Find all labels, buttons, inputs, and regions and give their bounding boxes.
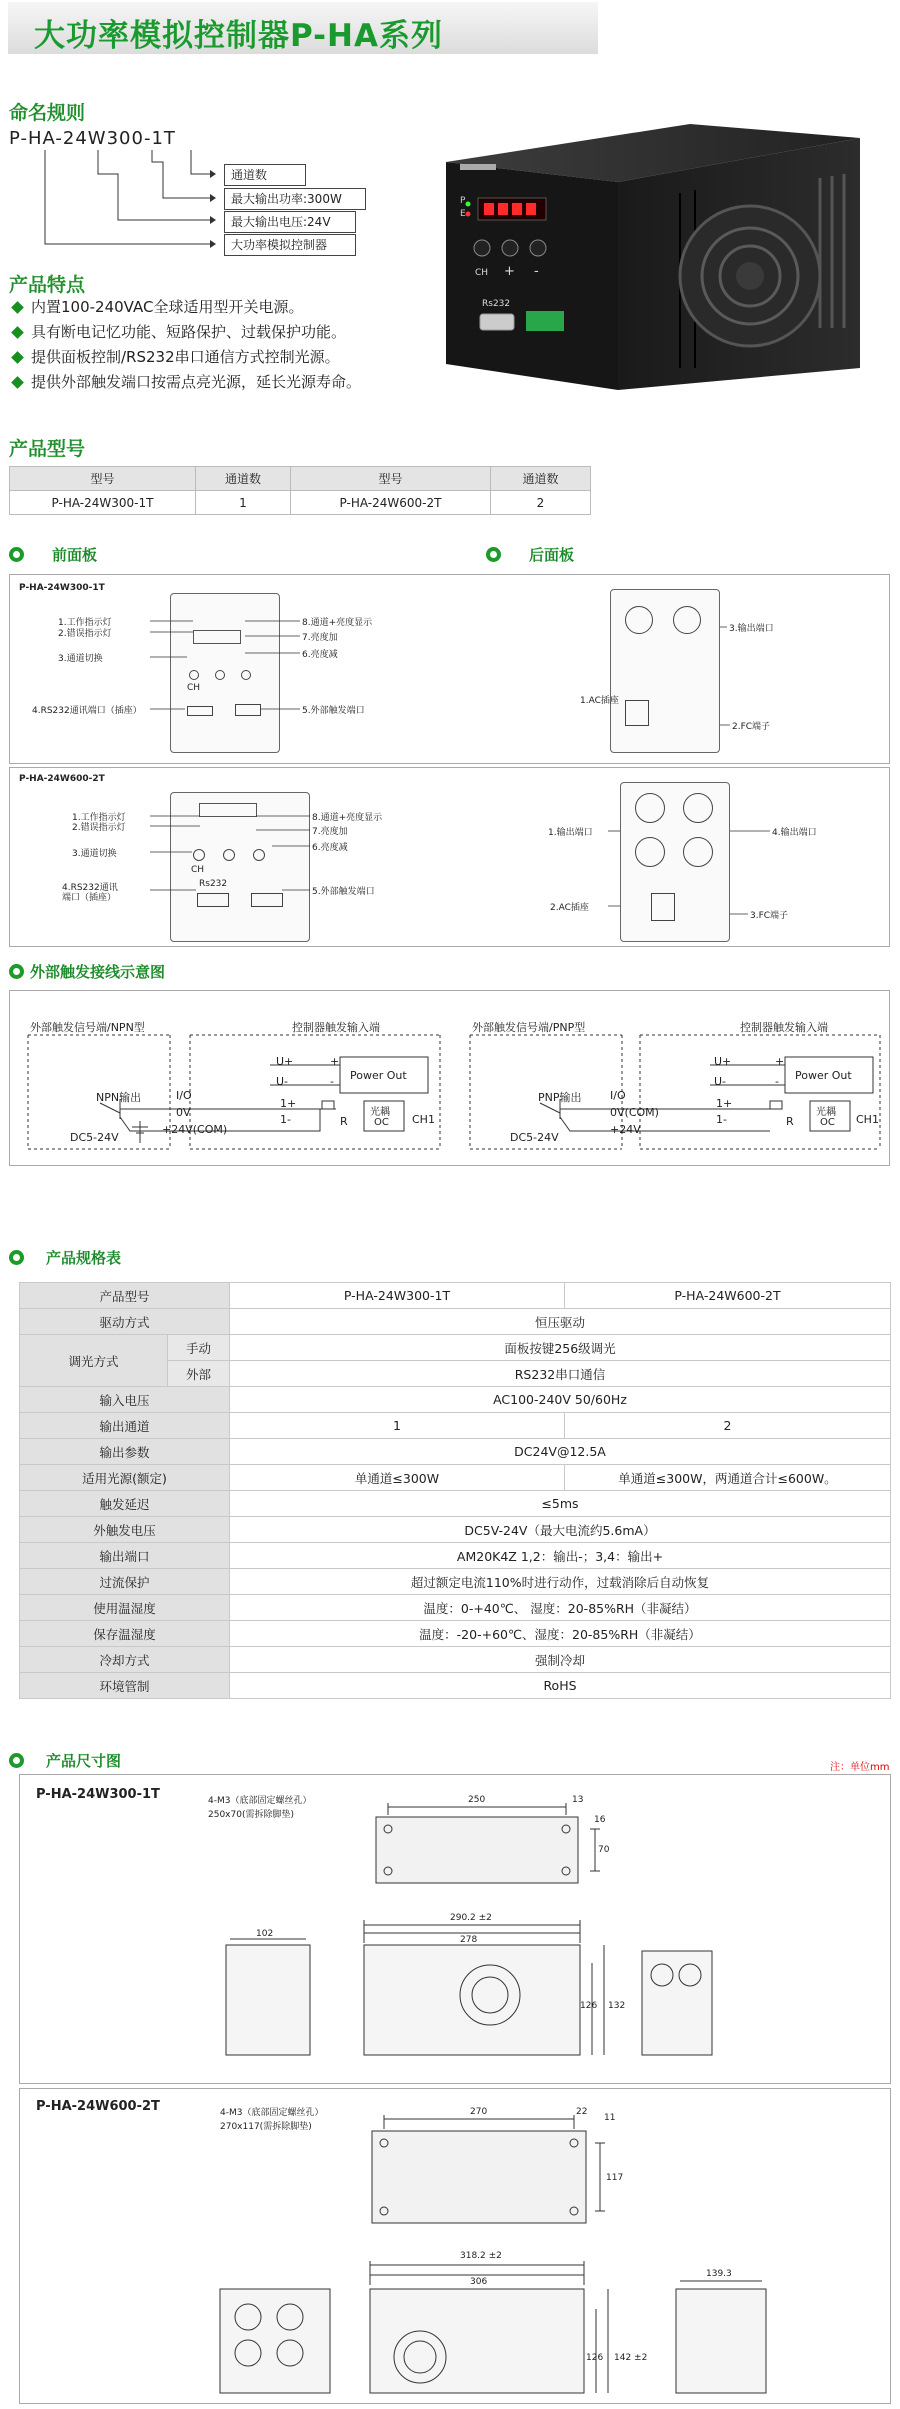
spec-value: DC5V-24V（最大电流约5.6mA） xyxy=(230,1517,891,1543)
oc-label: OC xyxy=(820,1117,835,1128)
spec-value: 2 xyxy=(565,1413,891,1439)
spec-label: 输出参数 xyxy=(20,1439,230,1465)
dim-value: 16 xyxy=(594,1815,606,1825)
feature-item: 内置100-240VAC全球适用型开关电源。 xyxy=(9,295,449,320)
ac-socket xyxy=(651,893,675,921)
uplus-label: U+ xyxy=(276,1055,294,1068)
r-label: R xyxy=(786,1115,794,1128)
photo-led-p: P xyxy=(460,196,466,206)
section-bullet-icon xyxy=(9,547,24,562)
dim-value: 306 xyxy=(470,2277,488,2287)
uplus-label: U+ xyxy=(714,1055,732,1068)
one-minus-label: 1- xyxy=(280,1113,291,1126)
uminus-label: U- xyxy=(714,1075,727,1088)
dims-box-m2 xyxy=(19,2088,891,2404)
npn-title: 外部触发信号端/NPN型 xyxy=(30,1021,145,1034)
spec-label: 驱动方式 xyxy=(20,1309,230,1335)
rs232-label: Rs232 xyxy=(199,879,228,889)
spec-value: DC24V@12.5A xyxy=(230,1439,891,1465)
callout-label: 1.输出端口 xyxy=(548,828,593,838)
photo-rs232-label: Rs232 xyxy=(482,299,511,309)
dim-value: 117 xyxy=(606,2173,624,2183)
output-connector xyxy=(673,606,701,634)
photo-minus-label: - xyxy=(534,264,539,279)
spec-sublabel: 外部 xyxy=(168,1361,230,1387)
dim-value: 126 xyxy=(586,2353,604,2363)
callout-label: 3.通道切换 xyxy=(58,654,103,664)
callout-label: 7.亮度加 xyxy=(312,827,348,837)
feature-item: 具有断电记忆功能、短路保护、过载保护功能。 xyxy=(9,320,449,345)
spec-value: AM20K4Z 1,2：输出-；3,4：输出+ xyxy=(230,1543,891,1569)
dim-value: 142 ±2 xyxy=(614,2353,648,2363)
callout-label: 4.RS232通讯 xyxy=(62,883,118,893)
spec-label: 输入电压 xyxy=(20,1387,230,1413)
spec-label: 环境管制 xyxy=(20,1673,230,1699)
output-connector xyxy=(635,837,665,867)
dims-model-label: P-HA-24W600-2T xyxy=(36,2099,160,2114)
dim-value: 132 xyxy=(608,2001,626,2011)
callout-label: 端口（插座） xyxy=(62,893,117,903)
output-connector xyxy=(683,837,713,867)
oc-label: OC xyxy=(374,1117,389,1128)
spec-value: ≤5ms xyxy=(230,1491,891,1517)
dc-label: DC5-24V xyxy=(70,1131,119,1144)
spec-value: RS232串口通信 xyxy=(230,1361,891,1387)
dim-value: 70 xyxy=(598,1845,610,1855)
spec-label: 输出通道 xyxy=(20,1413,230,1439)
dc-label: DC5-24V xyxy=(510,1131,559,1144)
one-plus-label: 1+ xyxy=(280,1097,297,1110)
dim-value: 102 xyxy=(256,1929,274,1939)
model-header: 通道数 xyxy=(196,467,291,491)
spec-label: 产品型号 xyxy=(20,1283,230,1309)
photo-ch-label: CH xyxy=(475,268,489,278)
models-table xyxy=(9,466,591,515)
naming-label-voltage: 最大输出电压:24V xyxy=(224,211,356,233)
holes-note: 250x70(需拆除脚垫) xyxy=(208,1810,294,1820)
model-cell: P-HA-24W300-1T xyxy=(10,491,196,515)
spec-label: 调光方式 xyxy=(20,1335,168,1387)
output-connector xyxy=(625,606,653,634)
output-connector xyxy=(635,793,665,823)
ac-socket xyxy=(625,700,649,726)
spec-value: 恒压驱动 xyxy=(230,1309,891,1335)
one-minus-label: 1- xyxy=(716,1113,727,1126)
spec-value: 超过额定电流110%时进行动作，过载消除后自动恢复 xyxy=(230,1569,891,1595)
callout-label: 3.通道切换 xyxy=(72,849,117,859)
callout-label: 7.亮度加 xyxy=(302,633,338,643)
spec-value: 温度：-20-+60℃、湿度：20-85%RH（非凝结） xyxy=(230,1621,891,1647)
photo-led-e: E xyxy=(460,209,466,219)
features-heading: 产品特点 xyxy=(9,274,86,296)
v24com-label: +24V(COM) xyxy=(162,1123,228,1136)
v24-label: +24V xyxy=(610,1123,641,1136)
naming-heading: 命名规则 xyxy=(9,102,86,124)
one-plus-label: 1+ xyxy=(716,1097,733,1110)
dims-box-m1 xyxy=(19,1774,891,2084)
spec-value: 单通道≤300W xyxy=(230,1465,565,1491)
minus-label: - xyxy=(330,1075,334,1088)
callout-label: 1.AC插座 xyxy=(580,696,619,706)
dim-value: 250 xyxy=(468,1795,486,1805)
model-header: 通道数 xyxy=(491,467,591,491)
unit-note: 注：单位mm xyxy=(830,1762,890,1773)
dim-value: 126 xyxy=(580,2001,598,2011)
uminus-label: U- xyxy=(276,1075,289,1088)
spec-value: RoHS xyxy=(230,1673,891,1699)
ctrl-title-pnp: 控制器触发输入端 xyxy=(740,1021,828,1034)
ch-label: CH xyxy=(187,683,201,693)
ch1-label: CH1 xyxy=(412,1113,435,1126)
specs-heading: 产品规格表 xyxy=(9,1247,121,1268)
callout-label: 4.RS232通讯端口（插座） xyxy=(32,706,142,716)
opto-label: 光耦 xyxy=(370,1107,390,1118)
power-out-label: Power Out xyxy=(350,1069,407,1082)
dim-value: 11 xyxy=(604,2113,616,2123)
spec-value: 强制冷却 xyxy=(230,1647,891,1673)
dim-value: 290.2 ±2 xyxy=(450,1913,492,1923)
callout-label: 5.外部触发端口 xyxy=(302,706,365,716)
minus-label: - xyxy=(775,1075,779,1088)
output-connector xyxy=(683,793,713,823)
spec-value: P-HA-24W300-1T xyxy=(230,1283,565,1309)
callout-label: 2.错误指示灯 xyxy=(58,629,112,639)
rear-panel-device xyxy=(610,589,720,753)
callout-label: 2.AC插座 xyxy=(550,903,589,913)
spec-label: 输出端口 xyxy=(20,1543,230,1569)
dim-value: 22 xyxy=(576,2107,588,2117)
model-header: 型号 xyxy=(291,467,491,491)
section-bullet-icon xyxy=(9,1250,24,1265)
naming-label-power: 最大输出功率:300W xyxy=(224,188,366,210)
callout-label: 1.工作指示灯 xyxy=(72,813,126,823)
trigger-heading: 外部触发接线示意图 xyxy=(9,961,165,982)
callout-label: 5.外部触发端口 xyxy=(312,887,375,897)
callout-label: 6.亮度减 xyxy=(312,843,348,853)
spec-label: 过流保护 xyxy=(20,1569,230,1595)
spec-value: 温度：0-+40℃、 湿度：20-85%RH（非凝结） xyxy=(230,1595,891,1621)
product-photo xyxy=(440,118,870,400)
spec-label: 使用温湿度 xyxy=(20,1595,230,1621)
ctrl-title-npn: 控制器触发输入端 xyxy=(292,1021,380,1034)
plus-label: + xyxy=(330,1055,340,1068)
section-bullet-icon xyxy=(9,964,24,979)
holes-note: 270x117(需拆除脚垫) xyxy=(220,2122,312,2132)
photo-plus-label: + xyxy=(504,264,515,279)
dim-value: 139.3 xyxy=(706,2269,732,2279)
callout-label: 8.通道+亮度显示 xyxy=(302,618,373,628)
model-header: 型号 xyxy=(10,467,196,491)
dim-value: 318.2 ±2 xyxy=(460,2251,502,2261)
io-label: I/O xyxy=(176,1089,192,1102)
feature-item: 提供外部触发端口按需点亮光源，延长光源寿命。 xyxy=(9,370,449,395)
ch-label: CH xyxy=(191,865,205,875)
spec-label: 冷却方式 xyxy=(20,1647,230,1673)
trigger-diagram xyxy=(9,990,890,1166)
callout-label: 3.FC端子 xyxy=(750,911,789,921)
naming-code: P-HA-24W300-1T xyxy=(9,128,176,149)
section-bullet-icon xyxy=(9,1753,24,1768)
rear-panel-device xyxy=(620,782,730,942)
callout-label: 3.输出端口 xyxy=(729,624,774,634)
model-cell: 1 xyxy=(196,491,291,515)
spec-label: 保存温湿度 xyxy=(20,1621,230,1647)
features-list xyxy=(9,295,449,395)
callout-label: 6.亮度减 xyxy=(302,650,338,660)
spec-value: 面板按键256级调光 xyxy=(230,1335,891,1361)
section-bullet-icon xyxy=(486,547,501,562)
opto-label: 光耦 xyxy=(816,1107,836,1118)
models-heading: 产品型号 xyxy=(9,438,86,460)
ovcom-label: 0V(COM) xyxy=(610,1106,659,1119)
spec-value: 单通道≤300W，两通道合计≤600W。 xyxy=(565,1465,891,1491)
front-panel-heading: 前面板 xyxy=(9,544,97,565)
model-cell: 2 xyxy=(491,491,591,515)
page-title: 大功率模拟控制器P-HA系列 xyxy=(8,2,598,54)
panel-model-label: P-HA-24W600-2T xyxy=(19,774,105,784)
dims-heading: 产品尺寸图 xyxy=(9,1750,121,1771)
spec-value: P-HA-24W600-2T xyxy=(565,1283,891,1309)
panel-diagram-m1 xyxy=(9,574,890,764)
model-cell: P-HA-24W600-2T xyxy=(291,491,491,515)
spec-label: 适用光源(额定) xyxy=(20,1465,230,1491)
callout-label: 8.通道+亮度显示 xyxy=(312,813,383,823)
panel-model-label: P-HA-24W300-1T xyxy=(19,583,105,593)
spec-label: 外触发电压 xyxy=(20,1517,230,1543)
plus-label: + xyxy=(775,1055,785,1068)
panel-diagram-m2 xyxy=(9,767,890,947)
specs-table xyxy=(19,1282,891,1699)
npn-output-label: NPN输出 xyxy=(96,1091,142,1104)
io-label: I/O xyxy=(610,1089,626,1102)
holes-note: 4-M3（底部固定螺丝孔） xyxy=(208,1796,312,1806)
spec-label: 触发延迟 xyxy=(20,1491,230,1517)
dims-model-label: P-HA-24W300-1T xyxy=(36,1787,160,1802)
dim-value: 13 xyxy=(572,1795,584,1805)
callout-label: 1.工作指示灯 xyxy=(58,618,112,628)
dim-value: 278 xyxy=(460,1935,478,1945)
spec-sublabel: 手动 xyxy=(168,1335,230,1361)
holes-note: 4-M3（底部固定螺丝孔） xyxy=(220,2108,324,2118)
dim-value: 270 xyxy=(470,2107,488,2117)
callout-label: 2.FC端子 xyxy=(732,722,771,732)
naming-label-channels: 通道数 xyxy=(224,164,306,186)
ch1-label: CH1 xyxy=(856,1113,879,1126)
pnp-output-label: PNP输出 xyxy=(538,1091,582,1104)
rear-panel-heading: 后面板 xyxy=(486,544,574,565)
ov-label: 0V xyxy=(176,1106,191,1119)
pnp-title: 外部触发信号端/PNP型 xyxy=(472,1021,586,1034)
feature-item: 提供面板控制/RS232串口通信方式控制光源。 xyxy=(9,345,449,370)
r-label: R xyxy=(340,1115,348,1128)
spec-value: AC100-240V 50/60Hz xyxy=(230,1387,891,1413)
naming-label-type: 大功率模拟控制器 xyxy=(224,234,356,256)
power-out-label: Power Out xyxy=(795,1069,852,1082)
callout-label: 4.输出端口 xyxy=(772,828,817,838)
spec-value: 1 xyxy=(230,1413,565,1439)
callout-label: 2.错误指示灯 xyxy=(72,823,126,833)
